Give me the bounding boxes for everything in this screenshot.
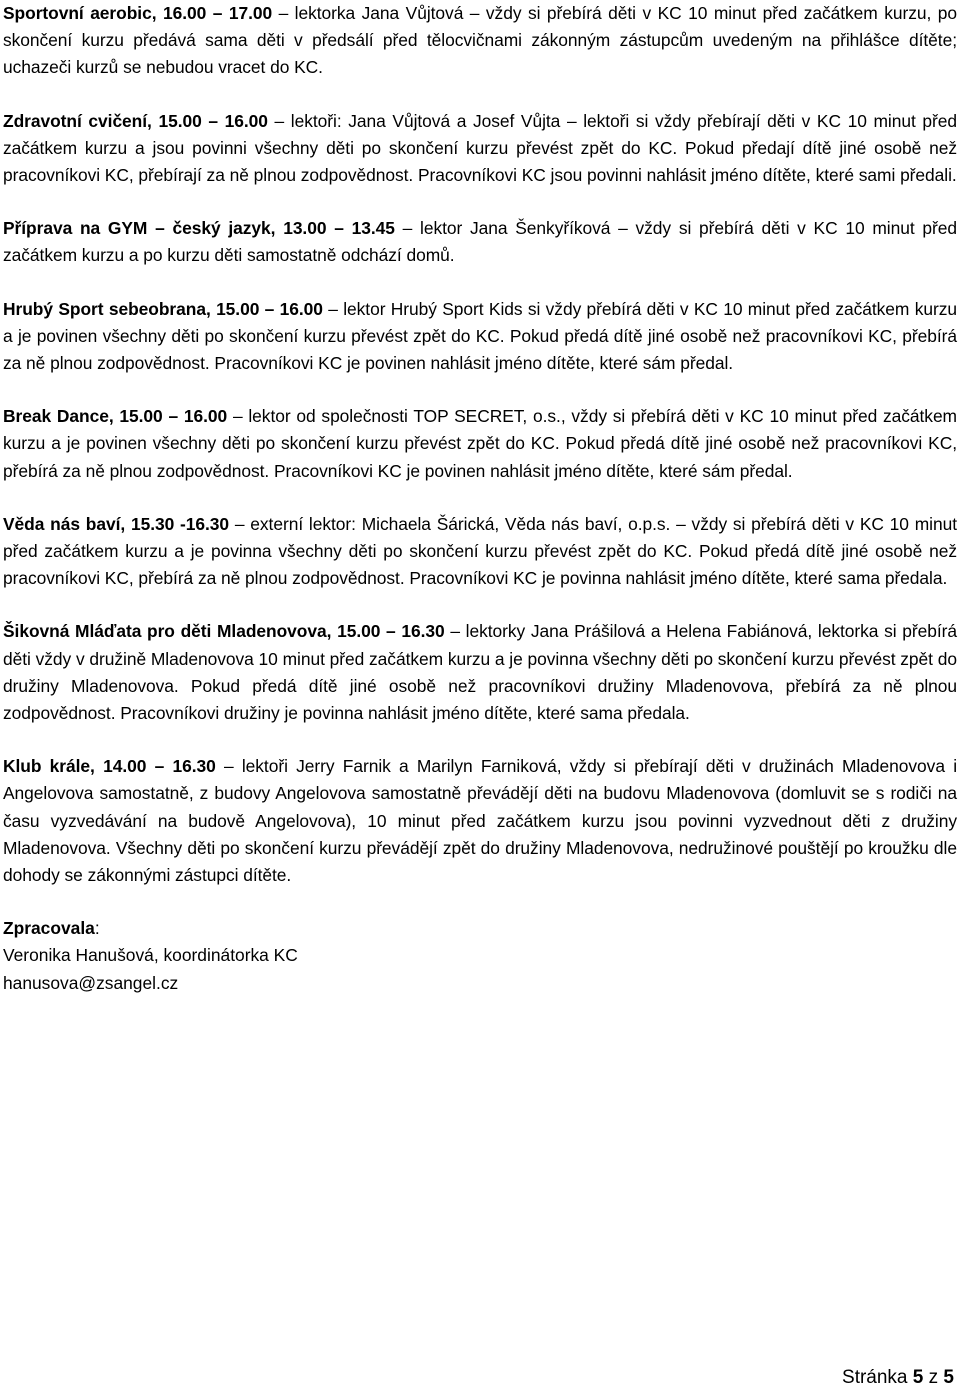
signature-block <box>3 915 957 997</box>
course-description: – externí lektor: Michaela Šárická, Věda nás baví, o.p.s. – vždy si přebírá děti v KC 10 minut před začátkem kurzu a je povinna všechny děti po skončení kurzu převést zpět do KC. Pokud předá dítě jiné osobě než pracovníkovi KC, přebírá za ně plnou zodpovědnost. Pracovníkovi KC je povinna nahlásit jméno dítěte, které sama předala. <box>3 513 957 589</box>
course-description: – lektor od společnosti TOP SECRET, o.s., vždy si přebírá děti v KC 10 minut před začátkem kurzu a je povinen všechny děti po skončení kurzu převést zpět do KC. Pokud předá dítě jiné osobě než pracovníkovi KC, přebírá za ně plnou zodpovědnost. Pracovníkovi KC je povinen nahlásit jméno dítěte, které sám předal. <box>3 406 957 481</box>
signature-label-line <box>3 915 957 942</box>
course-title: Break Dance, 15.00 – 16.00 <box>3 406 228 427</box>
page-word: Stránka <box>842 1367 908 1388</box>
total-pages-number: 5 <box>943 1367 954 1388</box>
course-section <box>3 511 957 593</box>
course-section <box>3 753 957 889</box>
course-title: Zdravotní cvičení, 15.00 – 16.00 <box>3 110 268 131</box>
of-word: z <box>928 1367 939 1388</box>
course-description: – lektoři: Jana Vůjtová a Josef Vůjta – lektoři si vždy přebírají děti v KC 10 minut před začátkem kurzu a jsou povinni všechny děti po skončení kurzu převést zpět do KC. Pokud předají dítě jiné osobě než pracovníkovi KC, přebírají za ně plnou zodpovědnost. Pracovníkovi KC jsou povinni nahlásit jméno dítěte, které sami předali. <box>3 110 958 186</box>
course-description: – lektorka Jana Vůjtová – vždy si přebírá děti v KC 10 minut před začátkem kurzu, po skončení kurzu předává sama děti v předsálí před tělocvičnami zákonným zástupcům uvedeným na přihlášce dítěte; uchazeči kurzů se nebudou vracet do KC. <box>3 3 957 78</box>
course-section <box>3 108 957 190</box>
course-section <box>3 403 957 485</box>
course-description: – lektorky Jana Prášilová a Helena Fabiánová, lektorka si přebírá děti vždy v družině Mladenovova 10 minut před začátkem kurzu a je povinna všechny děti po skončení kurzu převést zpět do družiny Mladenovova. Pokud předá dítě jiné osobě než pracovníkovi družiny Mladenovova, přebírá za ně plnou zodpovědnost. Pracovníkovi družiny je povinna nahlásit jméno dítěte, které sama předala. <box>3 621 957 724</box>
course-description: – lektoři Jerry Farnik a Marilyn Farniková, vždy si přebírají děti v družinách Mladenovova i Angelovova samostatně, z budovy Angelovova samostatně převádějí děti na budovu Mladenovova (domluvit se s rodiči na času vyzvedávání na budově Angelovova), 10 minut před začátkem kurzu jsou povinni vyzvednout děti z družiny Mladenovova. Všechny děti po skončení kurzu převádějí zpět do družiny Mladenovova, nedružinové pouštějí po kroužku dle dohody se zákonnými zástupci dítěte. <box>3 756 958 886</box>
course-title: Věda nás baví, 15.30 -16.30 <box>3 513 230 534</box>
signature-label: Zpracovala <box>3 918 95 939</box>
current-page-number: 5 <box>912 1367 924 1388</box>
signature-email: hanusova@zsangel.cz <box>3 972 179 993</box>
course-description: – lektor Jana Šenkyříková – vždy si přebírá děti v KC 10 minut před začátkem kurzu a po kurzu děti samostatně odchází domů. <box>3 218 957 266</box>
course-title: Šikovná Mláďata pro děti Mladenovova, 15.00 – 16.30 <box>3 621 445 642</box>
course-title: Hrubý Sport sebeobrana, 15.00 – 16.00 <box>3 298 323 319</box>
course-section <box>3 296 957 378</box>
signature-name: Veronika Hanušová, koordinátorka KC <box>3 945 298 966</box>
course-title: Sportovní aerobic, 16.00 – 17.00 <box>3 3 273 23</box>
course-title: Klub krále, 14.00 – 16.30 <box>3 756 216 777</box>
course-description: – lektor Hrubý Sport Kids si vždy přebírá děti v KC 10 minut před začátkem kurzu a je povinen všechny děti po skončení kurzu převést zpět do KC. Pokud předá dítě jiné osobě než pracovníkovi KC, přebírá za ně plnou zodpovědnost. Pracovníkovi KC je povinen nahlásit jméno dítěte, které sám předal. <box>3 298 957 374</box>
course-section <box>3 0 957 82</box>
document-page <box>3 0 957 997</box>
signature-label-colon: : <box>94 918 100 939</box>
page-number-footer <box>842 1367 954 1389</box>
course-section <box>3 215 957 269</box>
course-title: Příprava na GYM – český jazyk, 13.00 – 13.45 <box>3 218 395 239</box>
course-section <box>3 618 957 727</box>
